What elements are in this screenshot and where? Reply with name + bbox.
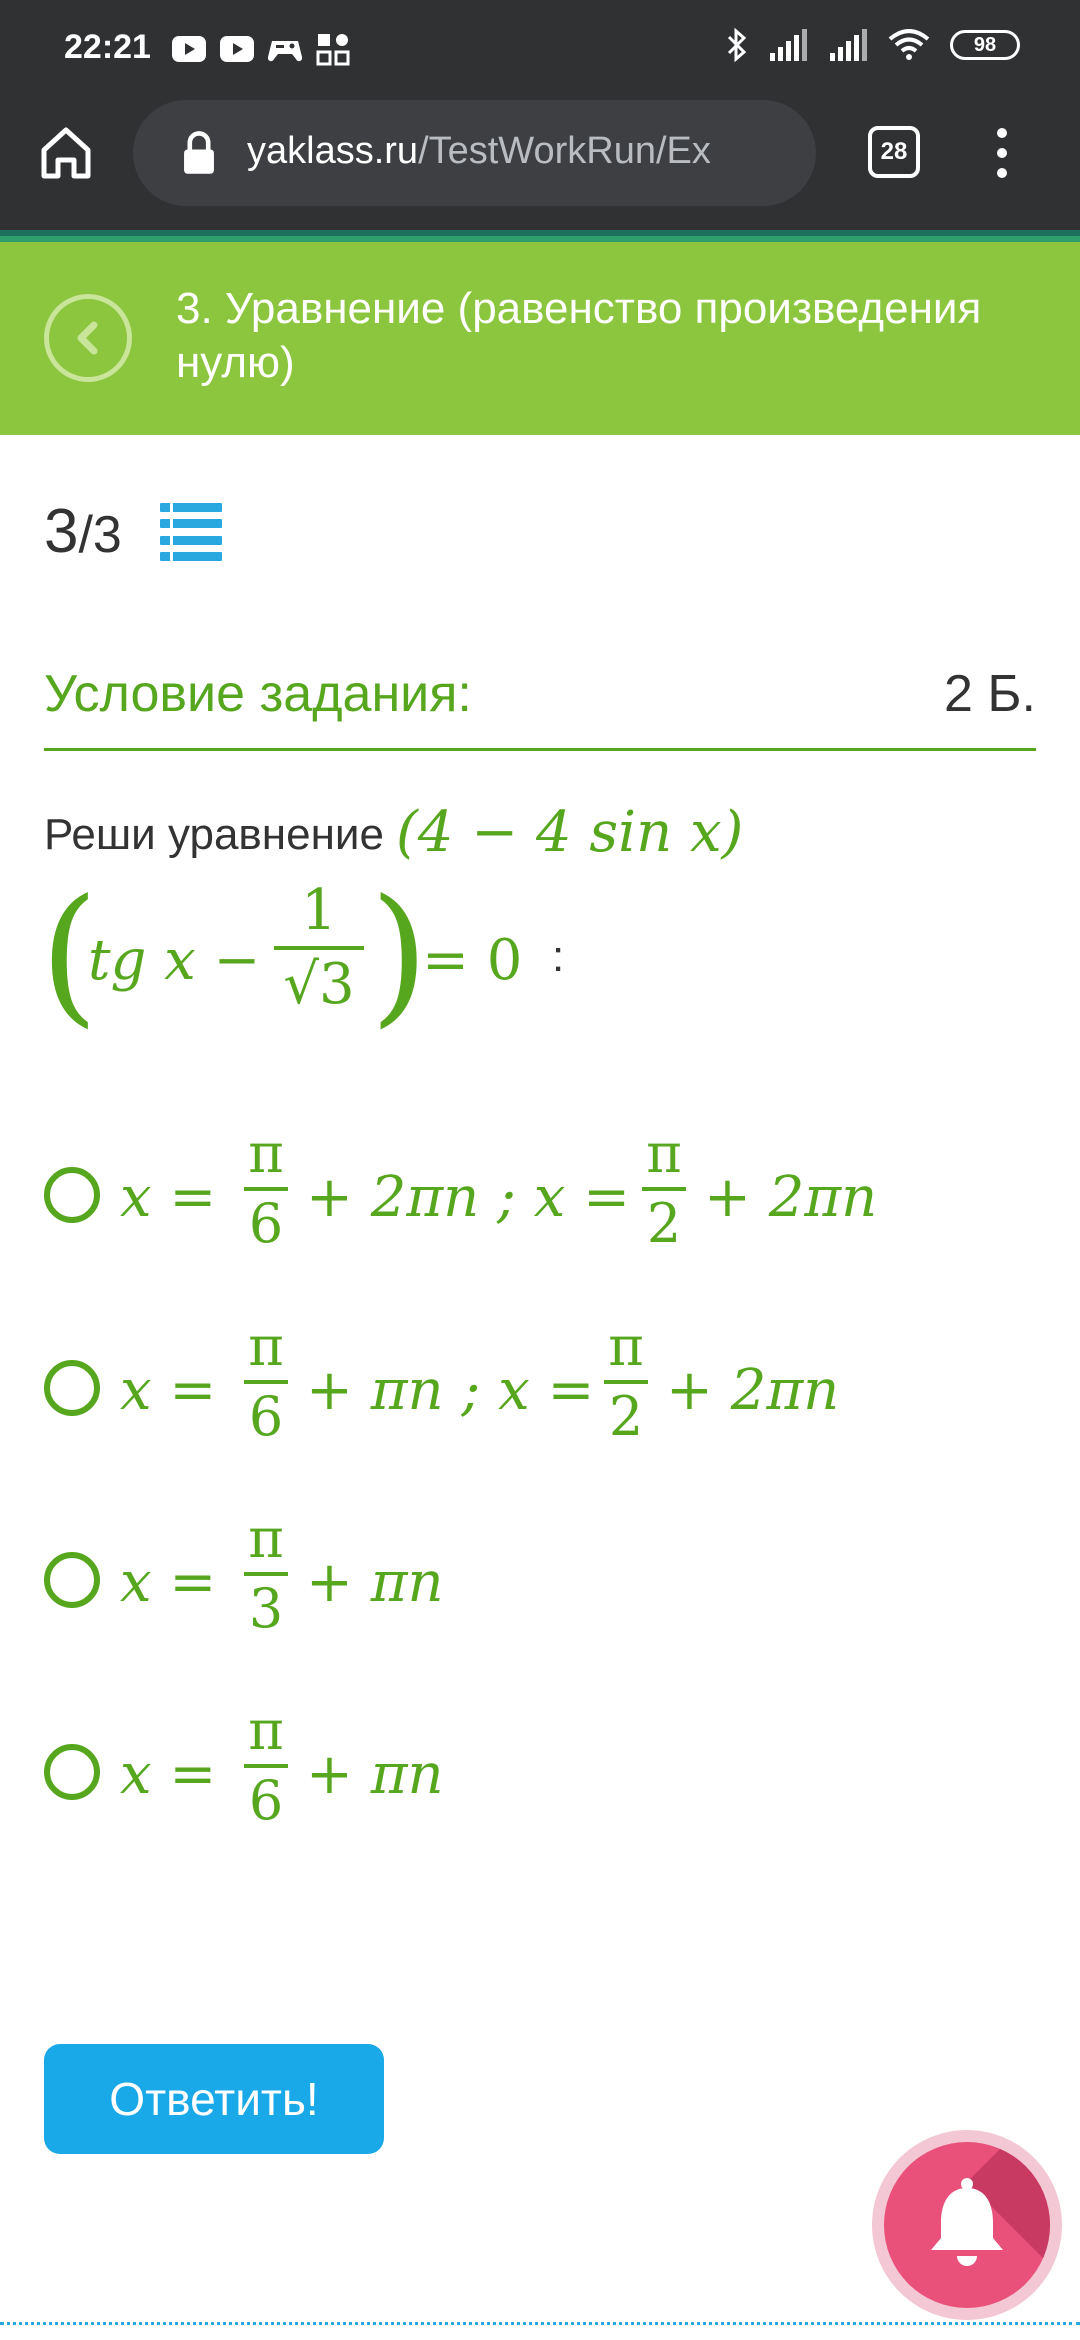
status-time: 22:21 bbox=[64, 28, 151, 66]
notification-button-inner[interactable] bbox=[884, 2142, 1050, 2308]
apps-grid-icon bbox=[316, 32, 350, 66]
status-bar bbox=[0, 0, 1080, 100]
equation-fraction bbox=[274, 880, 364, 1016]
wifi-icon bbox=[888, 29, 930, 61]
battery-level: 98 bbox=[973, 33, 997, 56]
signal-icon bbox=[828, 29, 868, 61]
page-header bbox=[0, 242, 1080, 435]
browser-toolbar bbox=[0, 100, 1080, 230]
task-counter bbox=[44, 496, 122, 567]
youtube-icon bbox=[172, 36, 206, 62]
radio-button[interactable] bbox=[44, 1552, 100, 1608]
fraction-numerator: 1 bbox=[301, 878, 337, 943]
bell-icon bbox=[925, 2176, 1009, 2272]
submit-answer-button[interactable]: Ответить! bbox=[44, 2044, 384, 2154]
tab-count: 28 bbox=[880, 138, 908, 165]
right-paren: ) bbox=[370, 868, 429, 1042]
radio-button[interactable] bbox=[44, 1360, 100, 1416]
bluetooth-icon bbox=[726, 28, 748, 62]
task-list-icon[interactable] bbox=[160, 503, 222, 561]
home-icon[interactable] bbox=[36, 122, 96, 182]
task-current: 3 bbox=[44, 497, 79, 566]
page-title: 3. Уравнение (равенство произведения нулю) bbox=[176, 284, 982, 387]
url-text bbox=[247, 130, 807, 173]
url-path: /TestWorkRun/Ex bbox=[418, 130, 711, 172]
fraction-denominator: √3 bbox=[283, 952, 355, 1017]
condition-title: Условие задания: bbox=[44, 665, 472, 723]
equation-part-1: (4 − 4 sin x) bbox=[396, 800, 744, 865]
signal-icon bbox=[768, 29, 808, 61]
url-host: yaklass.ru bbox=[247, 130, 419, 172]
left-paren: ( bbox=[40, 868, 99, 1042]
equation-equals: = 0 bbox=[422, 928, 523, 993]
radio-button[interactable] bbox=[44, 1167, 100, 1223]
condition-divider bbox=[44, 748, 1036, 751]
equation-tg: tg x − bbox=[88, 928, 261, 993]
answer-option-3[interactable]: x = π 3 + πn bbox=[44, 1510, 1044, 1650]
equation-colon: : bbox=[552, 932, 565, 981]
condition-points: 2 Б. bbox=[944, 665, 1036, 723]
youtube-icon bbox=[220, 36, 254, 62]
system-icons bbox=[726, 28, 1020, 62]
answer-option-2[interactable]: x = π 6 + πn ; x = π 2 + 2πn bbox=[44, 1318, 1044, 1458]
chevron-left-icon bbox=[67, 317, 109, 359]
battery-icon bbox=[950, 30, 1020, 60]
task-total: /3 bbox=[78, 506, 122, 564]
more-options-icon[interactable] bbox=[992, 128, 1012, 180]
answer-option-4[interactable]: x = π 6 + πn bbox=[44, 1702, 1044, 1842]
back-button[interactable] bbox=[44, 294, 132, 382]
task-prefix: Реши уравнение bbox=[44, 810, 384, 859]
radio-button[interactable] bbox=[44, 1744, 100, 1800]
game-controller-icon bbox=[268, 35, 302, 63]
address-bar[interactable] bbox=[133, 100, 816, 206]
tab-switcher-button[interactable] bbox=[868, 126, 920, 178]
notification-icons bbox=[172, 32, 350, 66]
page-bottom-divider bbox=[0, 2322, 1080, 2325]
lock-icon bbox=[177, 130, 221, 176]
answer-option-1[interactable]: x = π 6 + 2πn ; x = π 2 + 2πn bbox=[44, 1125, 1044, 1265]
